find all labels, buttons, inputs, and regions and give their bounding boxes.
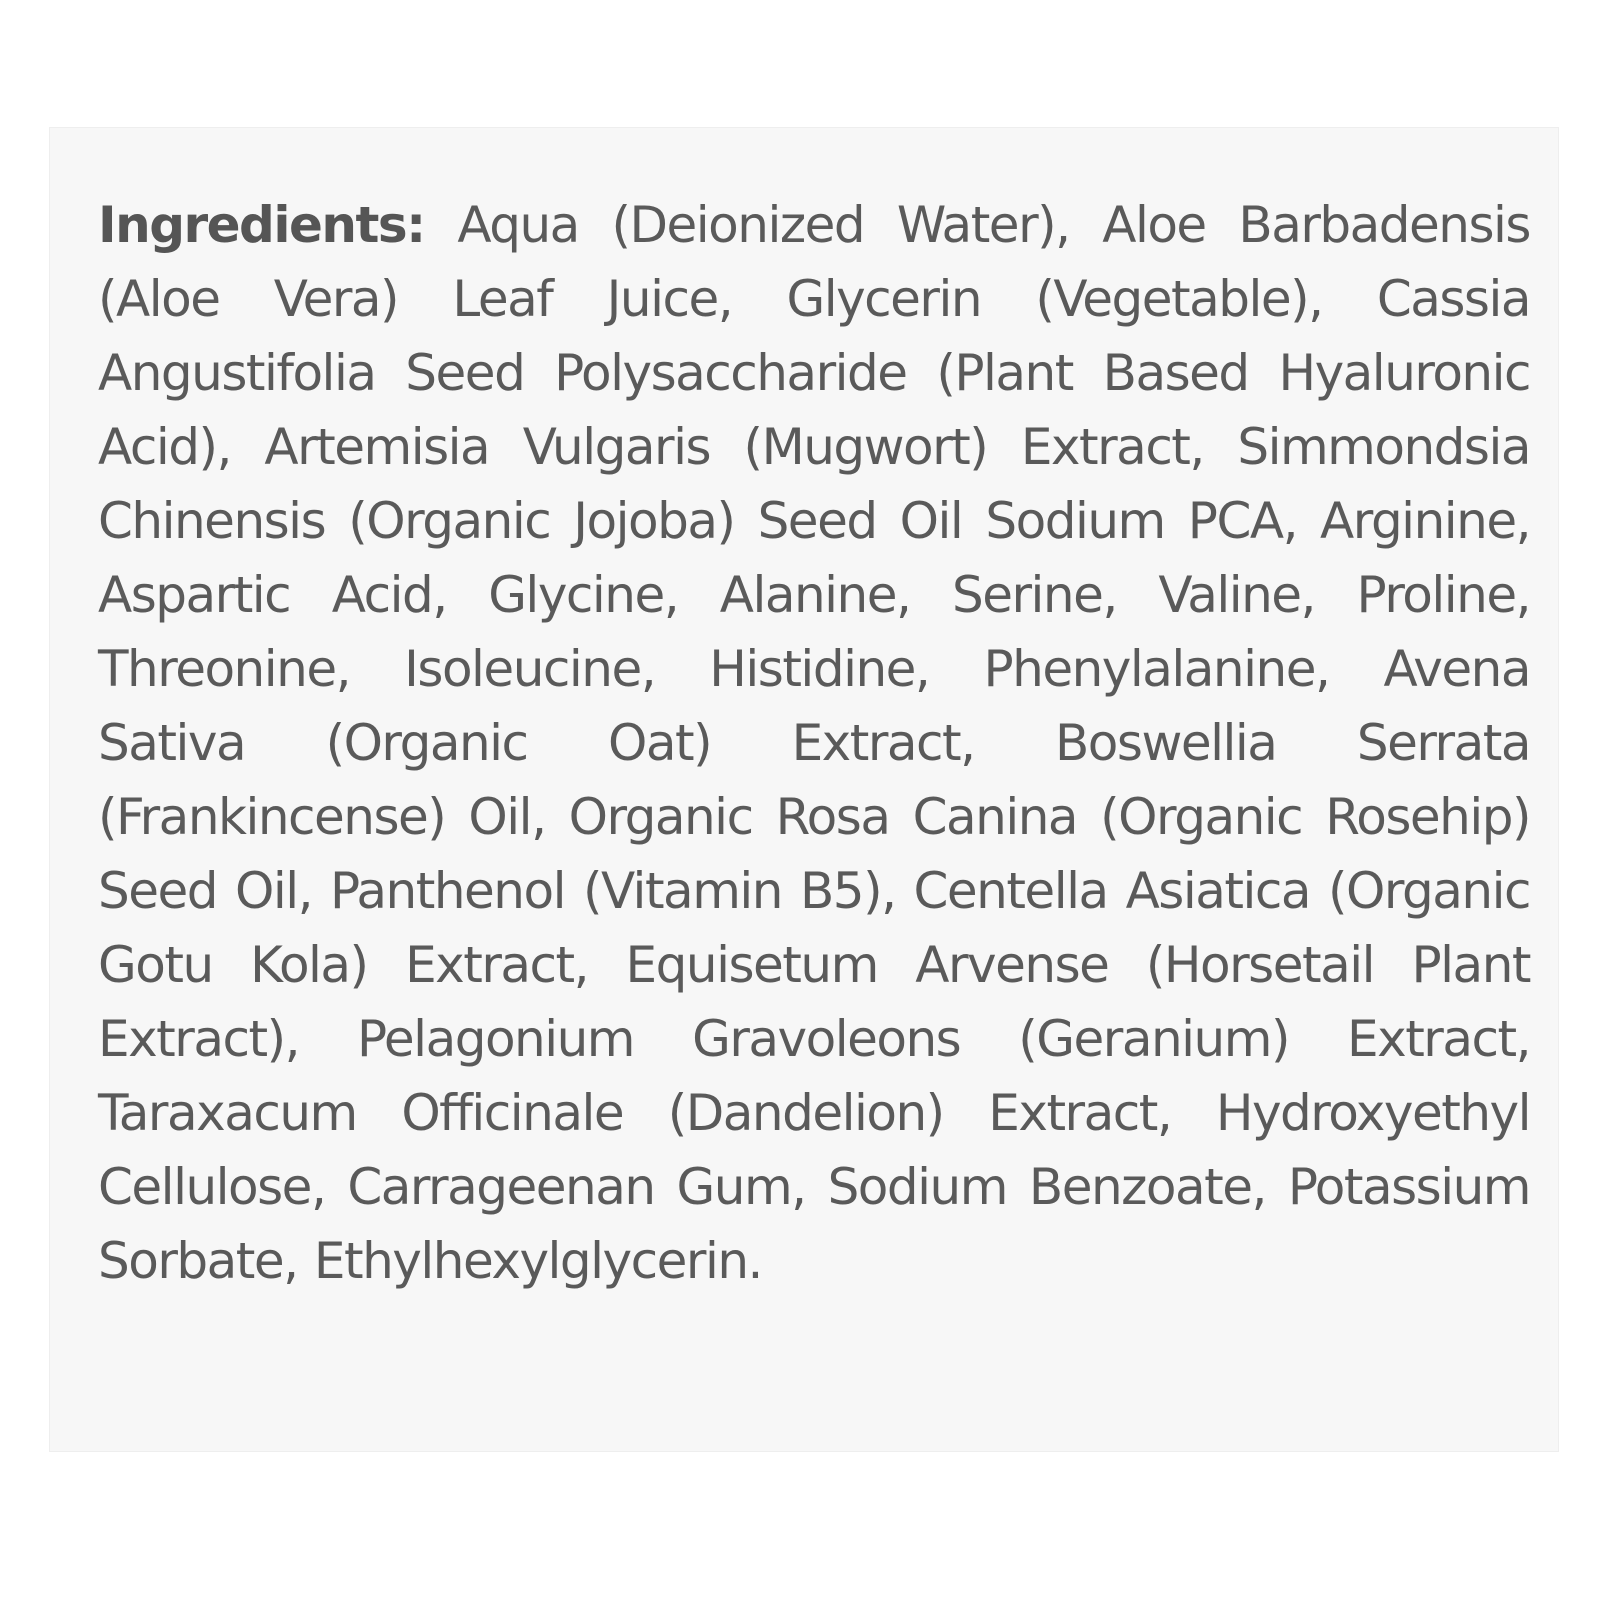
ingredients-list: Aqua (Deionized Water), Aloe Barbadensis (Aloe Vera) Leaf Juice, Glycerin (Vegetable), Cassia Angustifolia Seed Polysaccharide (Plant Based Hyaluronic Acid), Artemisia Vulgaris (Mugwort) Extract, Simmondsia Chinensis (Organic Jojoba) Seed Oil Sodium PCA, Arginine, Aspartic Acid, Glycine, Alanine, Serine, Valine, Proline, Threonine, Isoleucine, Histidine, Phenylalanine, Avena Sativa (Organic Oat) Extract, Boswellia Serrata (Frankincense) Oil, Organic Rosa Canina (Organic Rosehip) Seed Oil, Panthenol (Vitamin B5), Centella Asiatica (Organic Gotu Kola) Extract, Equisetum Arvense (Horsetail Plant Extract), Pelagonium Gravoleons (Geranium) Extract, Taraxacum Officinale (Dandelion) Extract, Hydroxyethyl Cellulose, Carrageenan Gum, Sodium Benzoate, Potassium Sorbate, Ethylhexylglycerin. (98, 196, 1530, 1290)
ingredients-paragraph (98, 188, 1530, 1298)
ingredients-heading: Ingredients: (98, 196, 425, 254)
